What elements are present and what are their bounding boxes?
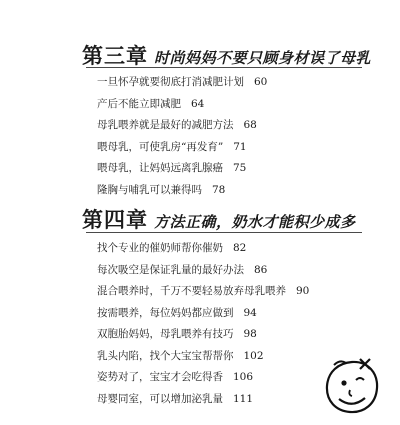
toc-entry-title: 按需喂养，每位妈妈都应做到: [97, 306, 234, 319]
toc-entry-title: 乳头内陷，找个大宝宝帮帮你: [97, 349, 234, 362]
toc-entry-title: 找个专业的催奶师帮你催奶: [97, 242, 223, 254]
chapter-title: 方法正确，奶水才能积少成多: [154, 213, 356, 231]
toc-entry[interactable]: [97, 303, 309, 325]
toc-page-number: 75: [233, 162, 247, 174]
toc-entry[interactable]: [97, 346, 309, 368]
toc-page-number: 78: [212, 183, 226, 196]
chapter-number: 第四章: [82, 208, 148, 232]
toc-page-number: 98: [243, 328, 257, 340]
smiley-face-icon: [322, 357, 382, 417]
chapter-title: 时尚妈妈不要只顾身材误了母乳: [154, 49, 372, 67]
toc-page-number: 60: [254, 76, 268, 88]
toc-entry[interactable]: [97, 94, 267, 116]
toc-entry[interactable]: [97, 367, 309, 389]
toc-entry[interactable]: [97, 158, 267, 180]
toc-entry[interactable]: [97, 238, 309, 260]
toc-list-chapter-4: [97, 238, 309, 410]
toc-page-number: 90: [296, 285, 310, 297]
toc-entry[interactable]: [97, 137, 267, 159]
toc-entry-title: 混合喂养时，千万不要轻易放弃母乳喂养: [97, 285, 286, 297]
toc-page-number: 94: [243, 306, 257, 319]
toc-page-number: 64: [191, 97, 205, 110]
toc-entry[interactable]: [97, 260, 309, 282]
toc-entry-title: 双胞胎妈妈，母乳喂养有技巧: [97, 328, 234, 340]
chapter-heading-4: [82, 204, 356, 234]
toc-page-number: 102: [243, 349, 264, 362]
toc-entry[interactable]: [97, 389, 309, 411]
toc-entry-title: 一旦怀孕就要彻底打消减肥计划: [97, 76, 244, 88]
chapter-divider: [86, 67, 362, 68]
toc-entry[interactable]: [97, 72, 267, 94]
toc-entry[interactable]: [97, 281, 309, 303]
toc-page-number: 86: [254, 263, 268, 276]
toc-entry-title: 喂母乳，可使乳房“再发育”: [97, 140, 224, 153]
chapter-divider: [86, 232, 362, 233]
toc-entry-title: 隆胸与哺乳可以兼得吗: [97, 183, 202, 196]
toc-entry-title: 姿势对了，宝宝才会吃得香: [97, 371, 223, 383]
toc-entry-title: 产后不能立即减肥: [97, 97, 181, 110]
toc-page-number: 106: [233, 371, 254, 383]
toc-page-number: 82: [233, 242, 247, 254]
chapter-heading-3: [82, 40, 371, 70]
toc-entry[interactable]: [97, 115, 267, 137]
toc-entry[interactable]: [97, 180, 267, 202]
toc-page-number: 71: [233, 140, 247, 153]
toc-entry-title: 母婴同室，可以增加泌乳量: [97, 392, 223, 405]
toc-list-chapter-3: [97, 72, 267, 201]
toc-entry-title: 母乳喂养就是最好的减肥方法: [97, 119, 234, 131]
toc-entry-title: 喂母乳，让妈妈远离乳腺癌: [97, 162, 223, 174]
chapter-number: 第三章: [82, 44, 148, 68]
toc-page-number: 68: [243, 119, 257, 131]
toc-entry[interactable]: [97, 324, 309, 346]
toc-entry-title: 每次吸空是保证乳量的最好办法: [97, 263, 244, 276]
toc-page-number: 111: [233, 392, 254, 405]
